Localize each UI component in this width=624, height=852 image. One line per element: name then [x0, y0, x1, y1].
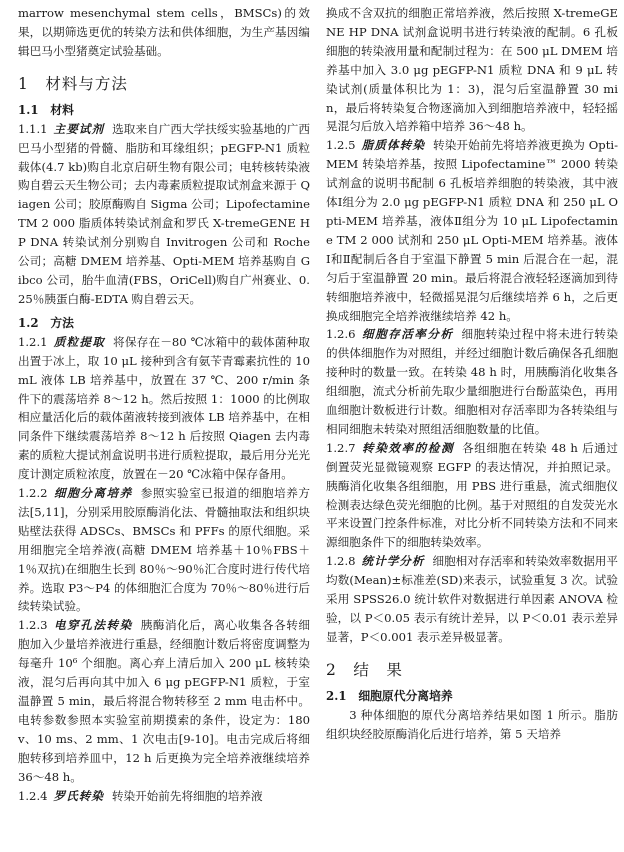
para-heading: 转染效率的检测: [361, 440, 455, 455]
para-1-2-8: [326, 552, 618, 647]
para-body: 细胞转染过程中将未进行转染的供体细胞作为对照组，并经过细胞计数后确保各孔细胞接种时的数量一致。在转染 48 h 时，用胰酶消化收集各组细胞，流式分析前先取少量细胞进行台酚蓝染色，再用血细胞计数板进行计数。细胞相对存活率即为各转染组与相同细胞未转染对照组活细胞数量的比值。: [326, 327, 618, 436]
section-materials-methods: 1 材料与方法: [18, 74, 128, 93]
para-body: 将保存在－80 ℃冰箱中的载体菌种取出置于冰上，取 10 μL 接种到含有氨苄青霉素抗性的 10 mL 液体 LB 培养基中，放置在 37 ℃、200 r/min 条件下的震荡培养 8～12 h。然后按照 1：1000 的比例取相应量活化后的载体菌液转接到液体 LB 培养基中，在相同条件下继续震荡培养 8～12 h 后按照 Qiagen 去内毒素的质粒大提试剂盒说明书进行质粒提取，最后用分光光度计测定质粒浓度，放置在－20 ℃冰箱中保存备用。: [18, 334, 310, 482]
para-1-2-1: [18, 333, 310, 484]
para-number: 1.2.7: [326, 440, 356, 455]
para-body: 各组细胞在转染 48 h 后通过倒置荧光显微镜观察 EGFP 的表达情况，并拍照记录。胰酶消化收集各组细胞，用 PBS 进行重悬，流式细胞仪检测表达绿色荧光细胞的比例。基于对照组的自发荧光水平来设置门控条件标准，对比分析不同转染方法和不同来源细胞条件下的细胞转染效率。: [326, 440, 618, 550]
para-heading: 细胞分离培养: [53, 486, 133, 501]
para-1-2-3: [18, 616, 310, 786]
section-results: 2 结 果: [326, 660, 403, 679]
intro-tail: marrow mesenchymal stem cells，BMSCs)的效果，以期筛选更优的转染方法和供体细胞，为生产基因编辑巴马小型猪奠定试验基础。: [18, 6, 310, 58]
para-body: 参照实验室已报道的细胞培养方法[5,11]，分别采用胶原酶消化法、骨髓抽取法和组织块贴壁法获得 ADSCs、BMSCs 和 PFFs 的原代细胞。采用细胞完全培养液(高糖 DMEM 培养基＋10％FBS＋1％双抗)在细胞生长到 80％～90％汇合度时进行传代培养。选取 P3～P4 的体细胞汇合度为 70％～80％进行后续转染试验。: [18, 486, 310, 614]
para-body: 选取来自广西大学扶绥实验基地的广西巴马小型猪的骨髓、脂肪和耳缘组织；pEGFP-N1 质粒载体(4.7 kb)购自北京启研生物有限公司；电转核转染液购自碧云天生物公司；去内毒素质粒提取试剂盒来源于 Qiagen 公司；胶原酶购自 Sigma 公司；Lipofectamine TM 2 000 脂质体转染试剂盒和罗氏 X-tremeGENE HP DNA 转染试剂分别购自 Invitrogen 公司和 Roche 公司；高糖 DMEM 培养基、Opti-MEM 培养基购自 Gibco 公司，胎牛血清(FBS，OriCell)购自广州赛业、0.25％胰蛋白酶-EDTA 购自碧云天。: [18, 121, 310, 306]
para-body: 转染开始前先将培养液更换为 Opti-MEM 转染培养基，按照 Lipofectamine™ 2000 转染试剂盒的说明书配制 6 孔板培养细胞的转染液，其中液体Ⅰ组分为 2.0 μg pEGFP-N1 质粒 DNA 和 250 μL Opti-MEM 培养基，液体Ⅱ组分为 10 μL Lipofectamine TM 2 000 试剂和 250 μL Opti-MEM 培养基。液体Ⅰ和Ⅱ配制后各自于室温下静置 5 min 后混合在一起，混匀后于室温静置 20 min。最后将混合液轻轻逐滴加到待转细胞培养液中，轻微摇晃混匀后继续培养 6 h，之后更换成细胞完全培养液继续培养 42 h。: [326, 138, 618, 323]
para-heading: 脂质体转染: [361, 138, 426, 153]
para-1-2-4: [18, 787, 310, 806]
para-number: 1.2.8: [326, 554, 356, 569]
para-heading: 罗氏转染: [53, 788, 104, 803]
para-1-2-2: [18, 484, 310, 616]
para-1-2-7: [326, 439, 618, 552]
para-body: 转染开始前先将细胞的培养液: [111, 788, 263, 803]
para-heading: 电穿孔法转染: [53, 618, 133, 633]
subsection-2-1: 2.1 细胞原代分离培养: [326, 688, 453, 703]
right-column: [326, 4, 618, 744]
para-number: 1.2.1: [18, 334, 48, 349]
para-1-2-5: [326, 136, 618, 325]
para-heading: 质粒提取: [53, 334, 106, 349]
para-number: 1.1.1: [18, 121, 48, 136]
para-number: 1.2.5: [326, 138, 356, 153]
para-heading: 主要试剂: [53, 121, 105, 136]
para-heading: 细胞存活率分析: [361, 327, 454, 342]
para-1-2-4-continued: 换成不含双抗的细胞正常培养液，然后按照 X-tremeGENE HP DNA 试剂盒说明书进行转染液的配制。6 孔板细胞的转染液用量和配制过程为：在 500 μL DMEM 培养基中加入 3.0 μg pEGFP-N1 质粒 DNA 和 9 μL 转染试剂(质量体积比为 1：3)，混匀后室温静置 30 min，最后将转染复合物逐滴加入到细胞培养液中，轻轻摇晃混匀后放入培养箱中培养 36～48 h。: [326, 6, 618, 134]
para-2-1: 3 种体细胞的原代分离培养结果如图 1 所示。脂肪组织块经胶原酶消化后进行培养，第 5 天培养: [326, 707, 618, 741]
para-1-1-1: [18, 120, 310, 309]
left-column: [18, 4, 310, 805]
para-1-2-6: [326, 325, 618, 438]
para-number: 1.2.6: [326, 327, 356, 342]
subsection-methods: 1.2 方法: [18, 315, 74, 330]
para-number: 1.2.4: [18, 788, 48, 803]
para-body: 胰酶消化后，离心收集各各转细胞加入少量培养液进行重悬，经细胞计数后将密度调整为每毫升 10⁶ 个细胞。离心弃上清后加入 200 μL 核转染液，混匀后再向其中加入 6 μg pEGFP-N1 质粒，于室温静置 5 min，最后将混合物转移至 2 mm 电击杯中。电转参数参照本实验室前期摸索的条件，设定为：180 v、10 ms、2 mm、1 次电击[9-10]。电击完成后将细胞转移到培养皿中，12 h 后更换为完全培养液继续培养 36～48 h。: [18, 618, 310, 784]
para-body: 细胞相对存活率和转染效率数据用平均数(Mean)±标准差(SD)来表示，试验重复 3 次。试验采用 SPSS26.0 统计软件对数据进行单因素 ANOVA 检验，以 P＜0.05 表示有统计差异，以 P＜0.01 表示差异显著，P＜0.001 表示差异极显著。: [326, 554, 618, 644]
para-number: 1.2.3: [18, 618, 48, 633]
para-heading: 统计学分析: [361, 554, 425, 569]
para-number: 1.2.2: [18, 486, 48, 501]
subsection-materials: 1.1 材料: [18, 102, 74, 117]
